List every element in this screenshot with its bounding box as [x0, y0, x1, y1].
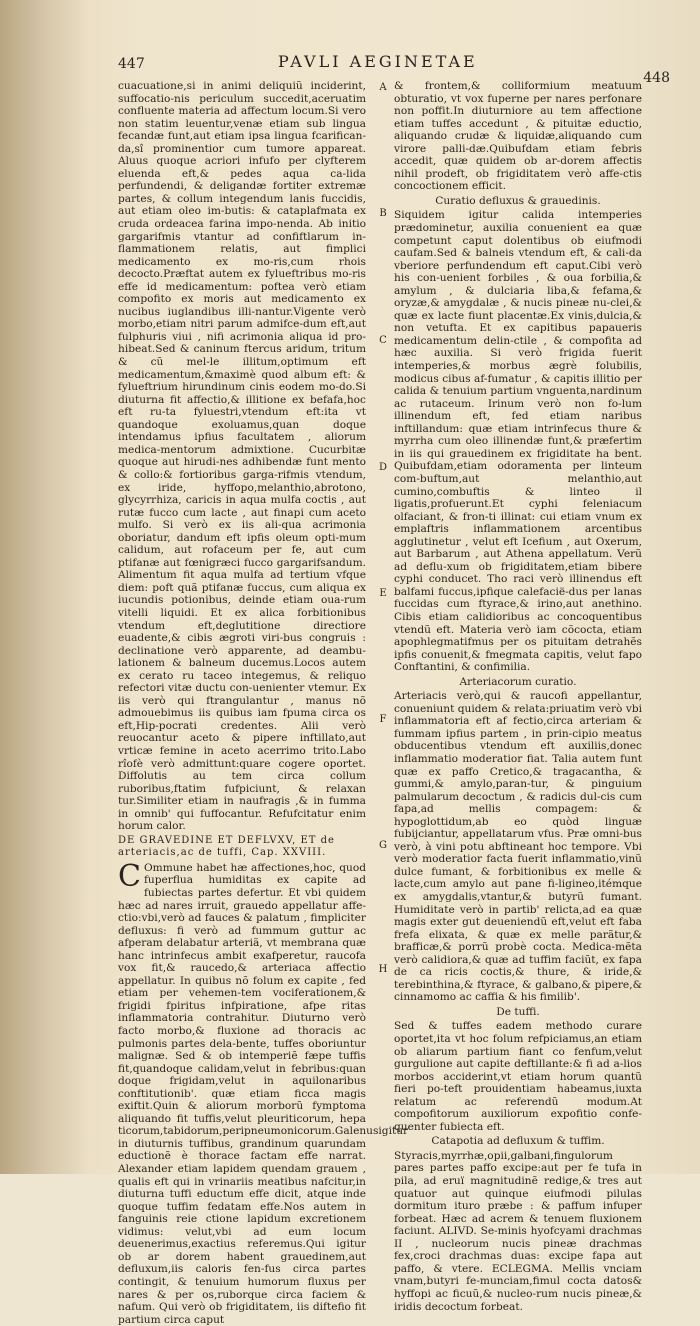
chapter-heading: DE GRAVEDINE ET DEFLVXV, ET de arteriacis,ac de tuffi, Cap. XXVIII. [118, 834, 335, 859]
section-heading: De tuffi. [496, 1005, 540, 1018]
drop-cap: C [118, 858, 141, 894]
right-column [394, 80, 642, 1313]
text-paragraph: Styracis,myrrhæ,opii,galbani,fingulorum pares partes paffo excipe:aut per fe tufa in pila, ad eruï magnitudinẽ redige,& tres aut quatuor aut quinque eiufmodi pilulas dormitum ituro præbe : & paffum infuper forbeat. Hæc ad acrem & tenuem fluxionem faciunt. ALIVD. Se-minis hyofcyami drachmas II , nucleorum nucis pineæ drachmas fex,croci drachmas duas: excipe fapa aut paffo, & vtere. ECLEGMA. Mellis vnciam vnam,butyri fe-munciam,fimul cocta datos& hyffopi ac ficuũ,& nucleo-rum nucis pineæ,& iridis decoctum forbeat. [394, 1149, 642, 1313]
text-run: Ommune habet hæ affectiones,hoc, quod fuperflua humiditas ex capite ad fubiectas partes defertur. Et vbi quidem hæc ad nares irruit, grauedo appellatur affe-ctio:vbi,verò ad fauces & palatum , fimpliciter defluxus: fi verò ad fummum guttur ac afperam delabatur arteriã, vt membrana quæ hanc intrinfecus ambit exafperetur, raucofa vox fit,& raucedo,& arteriaca affectio appellatur. In quibus nõ folum ex capite , fed etiam per vehemen-tem vociferationem,& frigidi fpiritus infpiratione, afpe ritas inflammatoria contrahitur. Diuturno verò facto morbo,& fluxione ad thoracis ac pulmonis partes dela-bente, tuffes oboriuntur malignæ. Sed & ob intemperiẽ fæpe tuffis fit,quandoque calidam,velut in febribus:quan doque frigidam,velut in aquilonaribus conftitutionib'. quæ etiam ficca magis exiftit.Quin & aliorum morborũ fymptoma aliquando fit tuffis,velut pleuriticorum, hepa ticorum,tabidorum,peripneumonicorum.Galenusigitur in diuturnis tuffibus, grandinum quarundam eductionẽ è thorace factam effe narrat. Alexander etiam lapidem quendam grauem , qualis eft qui in vrinariis meatibus nafcitur,in diuturna tuffi eductum effe dicit, atque inde quoque tuffim fedatam effe.Nos autem in fanguinis reie ctione lapidum excretionem vidimus: velut,vbi ad eum locum deuenerimus,exactius referemus.Qui igitur ob ar dorem habent grauedinem,aut defluxum,iis caloris fen-fus circa partes contingit, & tenuium humorum fluxus per nares & per os,ruborque circa faciem & nafum. Qui verò ob frigiditatem, iis diftefio fit partium circa caput [118, 861, 409, 1326]
text-paragraph: & frontem,& colliformium meatuum obturatio, vt vox fuperne per nares perfonare non poffit.In diuturniore au tem affectione etiam tuffes accedunt , & pituitæ eductio, aliquando crudæ & liquidæ,aliquando cum virore palli-dæ.Quibufdam etiam febris accedit, quæ quidem ob ar-dorem affectis nihil prodeft, ob frigiditatem verò affe-ctis concoctionem efficit. [394, 80, 642, 193]
section-heading: Arteriacorum curatio. [459, 675, 577, 688]
margin-letter: A [379, 82, 387, 93]
margin-letter: C [379, 335, 387, 346]
section-heading: Curatio defluxus & grauedinis. [435, 194, 601, 207]
margin-letter: H [378, 964, 388, 975]
margin-letter: D [378, 462, 388, 473]
margin-letter: F [379, 714, 387, 725]
margin-letter: B [379, 208, 387, 219]
text-paragraph: Siquidem igitur calida intemperies prædominetur, auxilia conuenient ea quæ competunt caput dolentibus ob eiufmodi caufam.Sed & balneis vtendum eft, & cali-da vberiore perfundendum eft caput.Cibi verò his con-uenient forbiles , & oua forbilia,& amylum , & dulciaria liba,& fefama,& oryzæ,& amygdalæ , & nucis pineæ nu-clei,& quæ ex lacte fiunt placentæ.Ex vinis,dulcia,& non vetufta. Et ex capitibus papaueris medicamentum delin-ctile , & compofita ad hæc auxilia. Si verò frigida fuerit intemperies,& morbus ægrè folubilis, modicus cibus af-fumatur , & capitis illitio per calida & tenuium partium vnguenta,nardinum ac rutaceum. Irinum verò non fo-lum illinendum eft, fed etiam naribus inftillandum: quæ etiam intrinfecus thure & myrrha cum oleo illinendæ funt,& præfertim in iis qui grauedinem ex frigiditate ha bent. Quibufdam,etiam odoramenta per linteum com-buftum,aut melanthio,aut cumino,combuftis & linteo il ligatis,profuerunt.Et cyphi feleniacum olfaciant, & fron-ti illinat: cui etiam vnum ex emplaftris inflammationem arcentibus agglutinetur , velut eft Icefium , aut Oxerum, aut Barbarum , aut Athena appellatum. Verũ ad deflu-xum ob frigiditatem,etiam bibere cyphi conducet. Tho raci verò illinendus eft balfami fuccus,ipfique calefacië-dus per lanas fuccidas cum ftyrace,& irino,aut anethino. Cibis etiam calidioribus ac concoquentibus vtendũ eft. Materia verò iam cõcocta, etiam apophlegmatifmus per os pituitam detrahẽs ipfis conuenit,& fmegmata capitis, velut fapo Conftantini, & confimilia. [394, 209, 642, 674]
page-number-left: 447 [118, 56, 145, 72]
text-paragraph: Sed & tuffes eadem methodo curare oportet,ita vt hoc folum refpiciamus,an etiam ob aliarum partium fiant co fenfum,velut gurgulione aut capite deftillante:& fi ad a-lios morbos acciderint,vt etiam horum quantũ fieri po-teft prouidentiam habeamus,iuxta relatum ac referendũ modum.At compofitorum auxiliorum expofitio confe-quenter fubiecta eft. [394, 1020, 642, 1133]
margin-letter: E [379, 588, 387, 599]
text-paragraph: cuacuatione,si in animi deliquiũ inciderint, suffocatio-nis periculum succedit,aceruatim confluente materia ad affectum locum.Si vero non statim leuentur,venæ etiam sub lingua fecandæ funt,aut etiam ipsa lingua fcarifican-da,sî prominentior cum tumore appareat. Aluus quoque acriori infufo per clyfterem eluenda eft,& pedes aqua ca-lida perfundendi, & deligandæ fortiter extremæ partes, & collum integendum lanis fuccidis, aut etiam oleo im-butis: & cataplafmata ex cruda ordeacea farina impo-nenda. Ab initio gargarifmis vtantur ad confiftlarum in-flammationem relatis, aut fimplici medicamento ex mo-ris,cum rhois decocto.Præftat autem ex fylueftribus mo-ris effe id medicamentum: poftea verò etiam compofito ex moris aut medicamento ex nucibus iuglandibus illi-nantur.Vigente verò morbo,etiam nitri parum admifce-dum eft,aut fulphuris viui , nifi acrimonia aliqua id pro-hibeat.Sed & caninum ftercus aridum, tritum & cũ mel-le illitum,optimum eft medicamentum,&maximè quod album eft: & fylueftrium hirundinum cinis eodem mo-do.Si diuturna fit affectio,& illitione ex befafa,hoc eft ru-ta fyluestri,vtendum eft:ita vt quandoque exoluamus,quan doque intendamus ipfius facultatem , aliorum medica-mentorum admixtione. Cucurbitæ quoque aut hirudi-nes adhibendæ funt mento & collo:& fortioribus garga-rifmis vtendum, ex iride, hyffopo,melanthio,abrotono, glycyrrhiza, caricis in aqua mulfa coctis , aut rutæ fucco cum lacte , aut finapi cum aceto mulfo. Si verò ex iis ali-qua acrimonia oboriatur, dandum eft ipfis oleum opti-mum calidum, aut rofaceum per fe, aut cum ptifanæ aut fœnigræci fucco gargarifsandum. Alimentum fit aqua mulfa ad tertium vfque diem: poft quã ptifanæ fuccus, cum aliqua ex iucundis potionibus, deinde etiam oua-rum vitelli liquidi. Et ex alica forbitionibus vtendum eft,deglutitione directiore euadente,& cibis ægroti viri-bus congruis : declinatione verò apparente, ad deambu-lationem & balneum ducemus.Locos autem ex cerato ru taceo integemus, & reliquo refectori vitæ ductu con-uenienter vtemur. Ex iis verò qui ftrangulantur , manus nõ admouebimus iis quibus iam fpuma circa os eft,Hip-pocrati credentes. Alii verò reuocantur aceto & pipere inftillato,aut vrticæ femine in aceto acerrimo trito.Labo rîofè verò admittunt:quare cogere oportet. Diffolutis au tem circa collum ruboribus,ftatim fufpiciunt, & relaxan tur.Similiter etiam in naufragis ,& in fumma in omnib' qui fuffocantur. Refufcitatur enim horum calor. [118, 80, 366, 833]
gutter-shadow [0, 0, 90, 1174]
running-title: PAVLI AEGINETAE [278, 52, 478, 71]
left-column [118, 80, 409, 1326]
section-heading: Catapotia ad defluxum & tuffim. [431, 1135, 605, 1148]
text-paragraph [118, 858, 409, 1326]
margin-letter: G [379, 840, 387, 851]
page-header [118, 50, 670, 86]
page-number-right: 448 [643, 70, 670, 86]
text-paragraph: Arteriacis verò,qui & raucofi appellantur, conueniunt quidem & relata:priuatim verò vbi inflammatoria eft af fectio,circa arteriam & fummam ipfius partem , in prin-cipio meatus obducentibus vtendum eft auxiliis,donec inflammatio moderatior fiat. Talia autem funt quæ ex paffo Cretico,& tragacantha, & gummi,& amylo,paran-tur, & pinguium palmularum decoctum , & radicis dul-cis cum fapa,ad mellis compagem: & hypoglottidum,ab eo quòd linguæ fubijciantur, appellatarum vfus. Præ omni-bus verò, à vini potu abftineant hoc tempore. Vbi verò moderatior facta fuerit inflammatio,vinũ dulce fumant, & forbitionibus ex melle & lacte,cum amylo aut pane fi-ligineo,itémque ex amygdalis,vtantur,& butyrũ fumant. Humiditate verò in partib' relicta,ad ea quæ magis exter gut deueniendũ eft,velut eft faba frefa elixata, & quæ ex melle parãtur,& brafficæ,& porrũ probè cocta. Medica-mẽta verò calidiora,& quæ ad tuffim faciũt, ex fapa de ca ricis coctis,& thure, & iride,& terebinthina,& ftyrace, & galbano,& pipere,& cinnamomo ac caffia & his fimilib'. [394, 690, 642, 1004]
